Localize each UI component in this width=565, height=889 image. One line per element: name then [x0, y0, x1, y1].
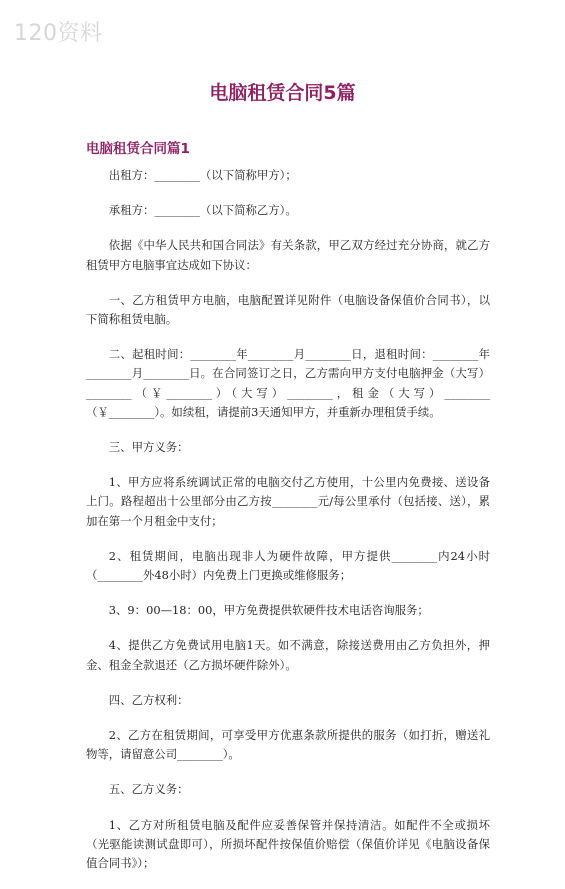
paragraph-lessor-obligation-4: 4、提供乙方免费试用电脑1天。如不满意，除接送费用由乙方负担外，押金、租金全款退还（乙方损坏硬件除外）。 — [86, 638, 490, 672]
paragraph-lessor-obligation-2: 2、租赁期间，电脑出现非人为硬件故障，甲方提供________内24小时（________外48小时）内免费上门更换或维修服务； — [86, 548, 490, 583]
paragraph-lessor: 出租方：________（以下简称甲方）； — [108, 168, 297, 182]
paragraph-lessor-obligation-3: 3、9：00—18：00，甲方免费提供软硬件技术电话咨询服务； — [108, 603, 429, 618]
paragraph-clause-1: 一、乙方租赁甲方电脑，电脑配置详见附件（电脑设备保值价合同书），以下简称租赁电脑。 — [86, 292, 490, 327]
contract-body — [86, 166, 490, 889]
watermark: 120资料 — [14, 21, 103, 46]
paragraph-basis: 依据《中华人民共和国合同法》有关条款，甲乙双方经过充分协商，就乙方租赁甲方电脑事宜达成如下协议： — [86, 238, 490, 272]
document-title: 电脑租赁合同5篇 — [209, 82, 356, 104]
paragraph-lessor-obligation-1: 1、甲方应将系统调试正常的电脑交付乙方使用，十公里内免费接、送设备上门。路程超出十公里部分由乙方按________元/每公里承付（包括接、送），累加在第一个月租金中支付； — [86, 475, 490, 528]
paragraph-clause-2: 二、起租时间：________年________月________日，退租时间：________年________月________日。在合同签订之日，乙方需向甲方支付电脑押金（大写）________（￥________）（大写）________，租金（大写）________（￥________）。如续租，请提前3天通知甲方，并重新办理租赁手续。 — [86, 347, 490, 419]
heading-lessee-rights: 四、乙方权利： — [108, 692, 189, 707]
paragraph-lessee-obligation-1: 1、乙方对所租赁电脑及配件应妥善保管并保持清洁。如配件不全或损坏（光驱能读测试盘即可），所损坏配件按保值价赔偿（保值价详见《电脑设备保值合同书》）； — [86, 817, 490, 871]
paragraph-lessee-right-2: 2、乙方在租赁期间，可享受甲方优惠条款所提供的服务（如打折，赠送礼物等，请留意公司________）。 — [86, 728, 490, 762]
section-heading: 电脑租赁合同篇1 — [86, 141, 190, 157]
heading-lessor-obligations: 三、甲方义务： — [108, 440, 189, 455]
paragraph-lessee: 承租方：________（以下简称乙方）。 — [108, 203, 297, 218]
heading-lessee-obligations: 五、乙方义务： — [108, 782, 189, 797]
